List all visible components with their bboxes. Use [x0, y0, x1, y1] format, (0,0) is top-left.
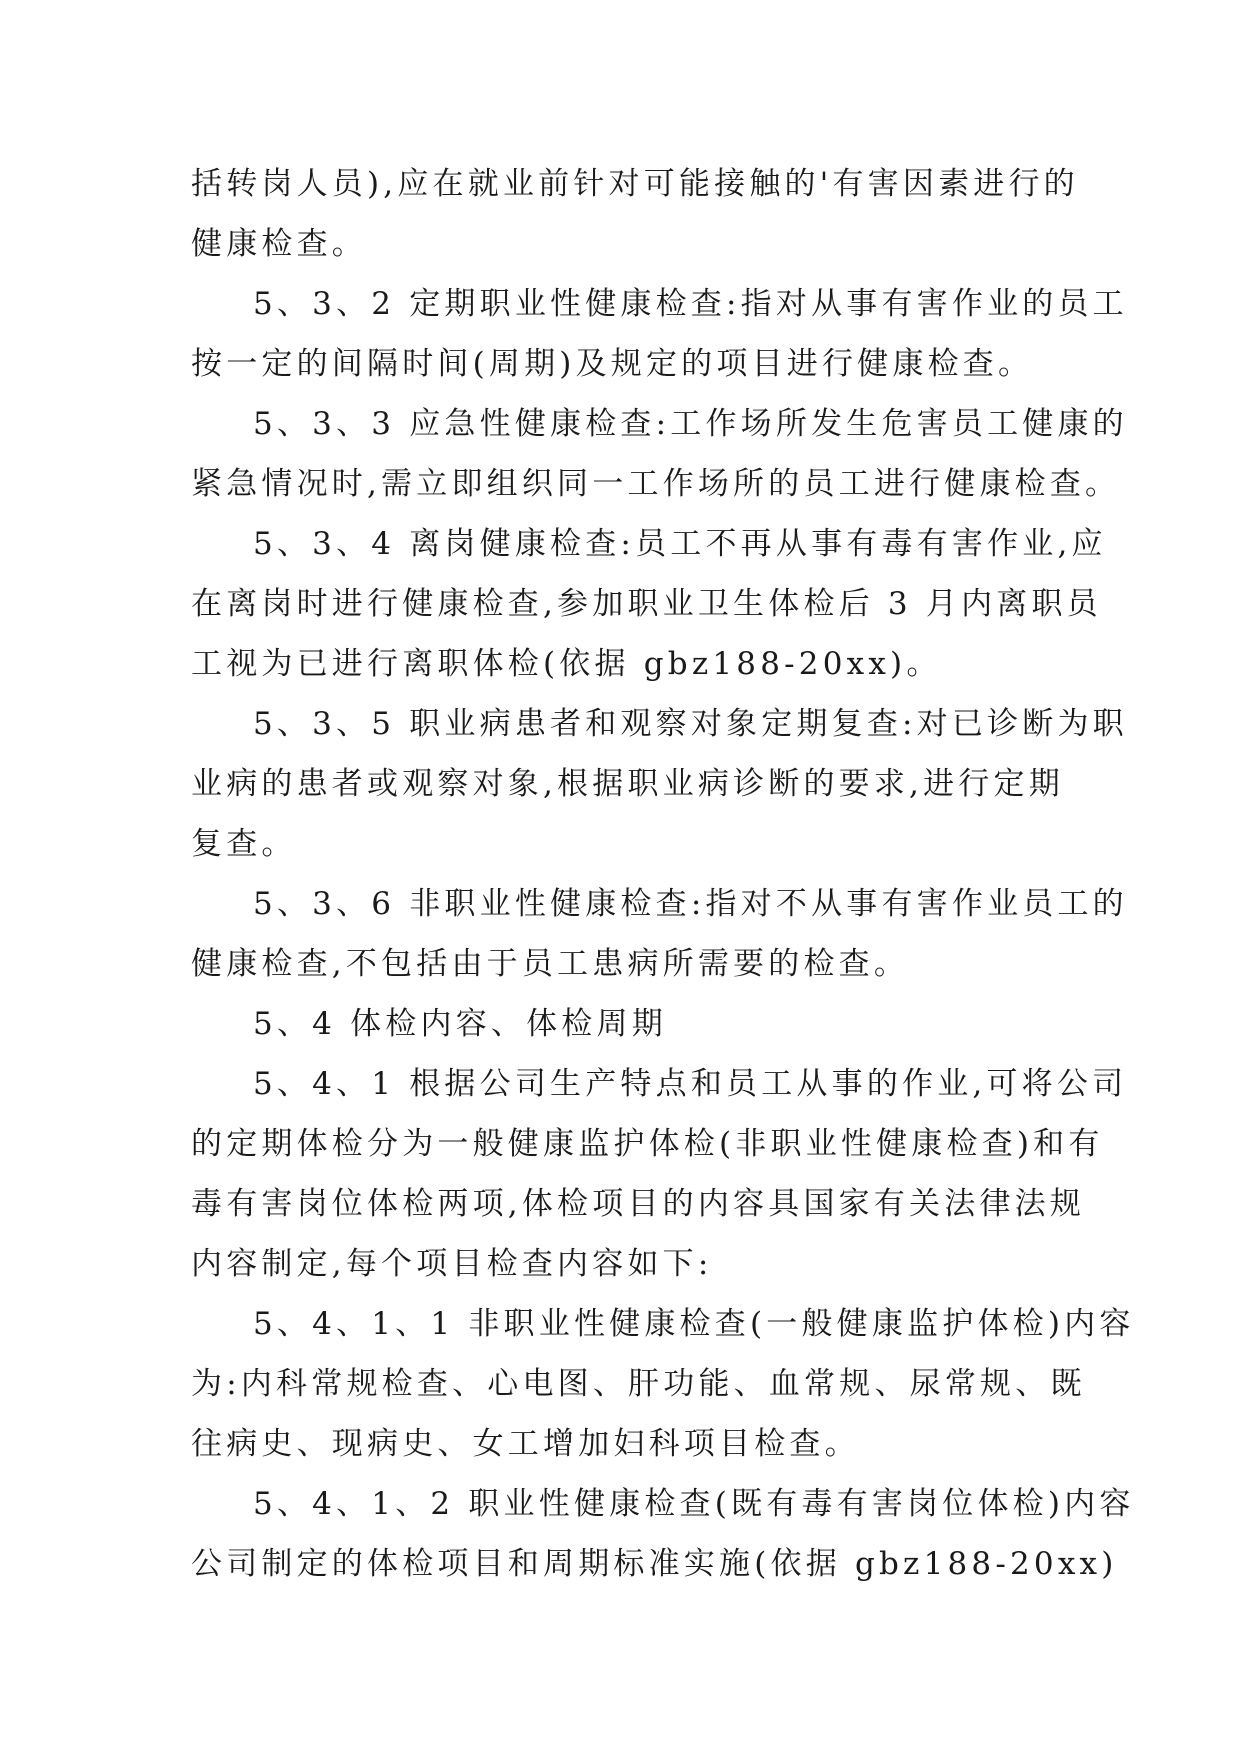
text-line: 公司制定的体检项目和周期标准实施(依据 gbz188-20xx)	[191, 1546, 1118, 1582]
text-line: 工视为已进行离职体检(依据 gbz188-20xx)。	[191, 646, 942, 682]
text-line: 复查。	[191, 826, 297, 862]
text-line: 5、3、3 应急性健康检查:工作场所发生危害员工健康的	[253, 406, 1128, 442]
text-line: 在离岗时进行健康检查,参加职业卫生体检后 3 月内离职员	[191, 586, 1102, 622]
text-line: 5、3、2 定期职业性健康检查:指对从事有害作业的员工	[253, 286, 1128, 322]
text-line: 健康检查。	[191, 226, 367, 262]
text-line: 5、4、1、2 职业性健康检查(既有毒有害岗位体检)内容	[253, 1486, 1135, 1522]
section-heading: 5、4 体检内容、体检周期	[253, 1006, 667, 1042]
text-line: 5、3、5 职业病患者和观察对象定期复查:对已诊断为职	[253, 706, 1128, 742]
text-line: 毒有害岗位体检两项,体检项目的内容具国家有关法律法规	[191, 1186, 1086, 1222]
text-line: 的定期体检分为一般健康监护体检(非职业性健康检查)和有	[191, 1126, 1104, 1162]
text-line: 内容制定,每个项目检查内容如下:	[191, 1246, 713, 1282]
text-line: 5、4、1、1 非职业性健康检查(一般健康监护体检)内容	[253, 1306, 1135, 1342]
text-line: 业病的患者或观察对象,根据职业病诊断的要求,进行定期	[191, 766, 1064, 802]
text-line: 5、3、4 离岗健康检查:员工不再从事有毒有害作业,应	[253, 526, 1107, 562]
text-line: 为:内科常规检查、心电图、肝功能、血常规、尿常规、既	[191, 1366, 1086, 1402]
text-line: 紧急情况时,需立即组织同一工作场所的员工进行健康检查。	[191, 466, 1121, 502]
text-line: 按一定的间隔时间(周期)及规定的项目进行健康检查。	[191, 346, 1034, 382]
text-line: 5、4、1 根据公司生产特点和员工从事的作业,可将公司	[253, 1066, 1128, 1102]
text-line: 往病史、现病史、女工增加妇科项目检查。	[191, 1426, 860, 1462]
text-line: 5、3、6 非职业性健康检查:指对不从事有害作业员工的	[253, 886, 1128, 922]
text-line: 括转岗人员),应在就业前针对可能接触的'有害因素进行的	[191, 166, 1079, 202]
text-line: 健康检查,不包括由于员工患病所需要的检查。	[191, 946, 910, 982]
